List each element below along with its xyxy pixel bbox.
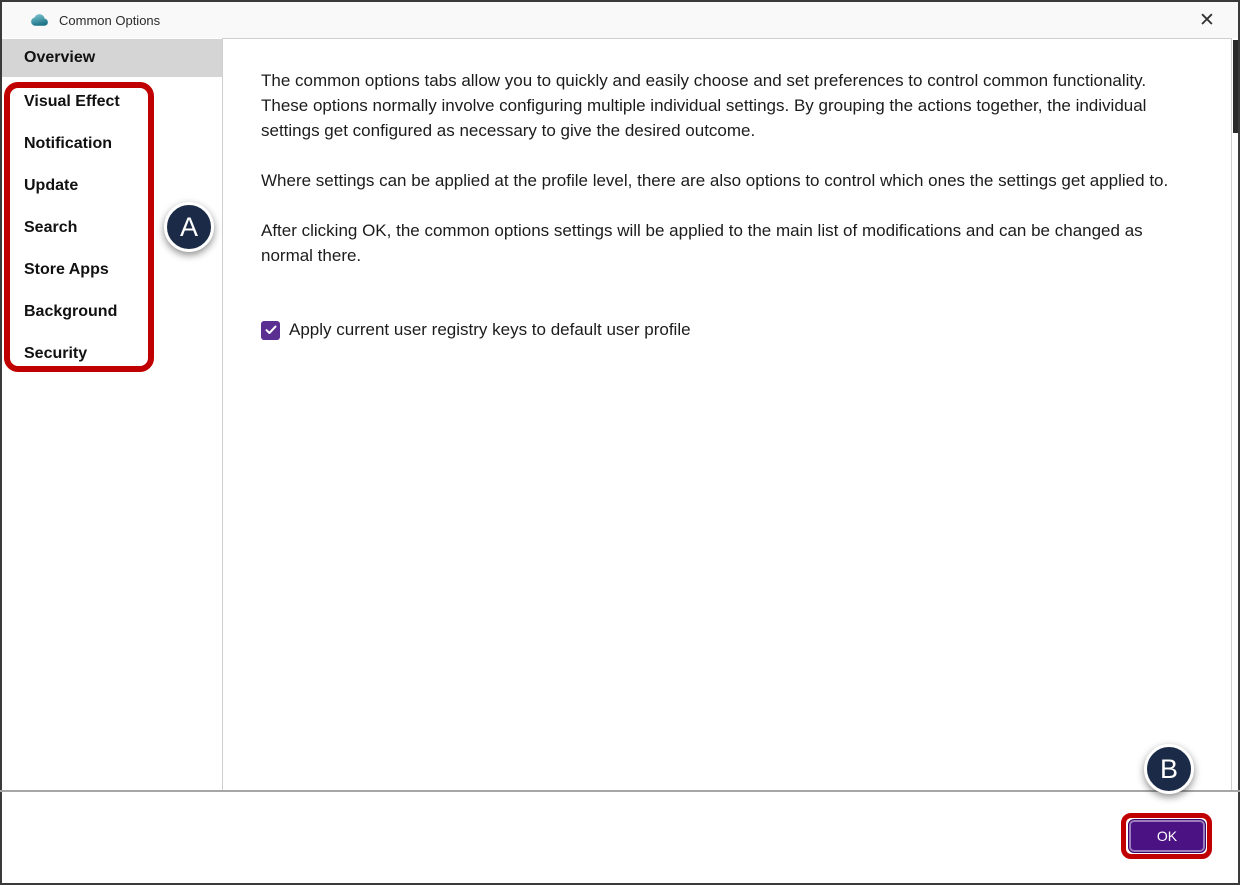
sidebar-item-update[interactable]: Update [24,177,79,194]
content-panel [222,38,1232,790]
app-cloud-icon [30,13,49,27]
footer-bar [2,792,1238,883]
sidebar-item-visual-effect[interactable]: Visual Effect [24,93,120,110]
apply-registry-label: Apply current user registry keys to default user profile [289,320,691,339]
content-paragraph-3: After clicking OK, the common options settings will be applied to the main list of modifications and can be changed as normal there. [261,221,1143,265]
annotation-badge-a: A [164,202,214,252]
content-paragraphs [261,68,1171,268]
sidebar-item-overview[interactable]: Overview [2,39,222,77]
sidebar-item-security[interactable]: Security [24,345,88,362]
window-title: Common Options [59,12,161,28]
close-icon[interactable]: ✕ [1199,9,1215,31]
window-edge-shadow [1233,40,1238,133]
sidebar-item-store-apps[interactable]: Store Apps [24,261,109,278]
sidebar-item-background[interactable]: Background [24,303,118,320]
apply-registry-checkbox[interactable] [261,321,280,340]
title-bar [2,2,1238,38]
content-paragraph-1: The common options tabs allow you to quickly and easily choose and set preferences to control common functionality. These options normally involve configuring multiple individual settings. By grouping the actions together, the individual settings get configured as necessary to give the desired outcome. [261,71,1147,140]
sidebar-nav [2,39,222,790]
sidebar-item-search[interactable]: Search [24,219,78,236]
sidebar-item-notification[interactable]: Notification [24,135,112,152]
ok-button[interactable]: OK [1128,819,1206,853]
checkmark-icon [265,325,277,335]
content-paragraph-2: Where settings can be applied at the profile level, there are also options to control which ones the settings get applied to. [261,171,1169,190]
annotation-badge-b: B [1144,744,1194,794]
apply-registry-row[interactable] [261,320,1171,340]
